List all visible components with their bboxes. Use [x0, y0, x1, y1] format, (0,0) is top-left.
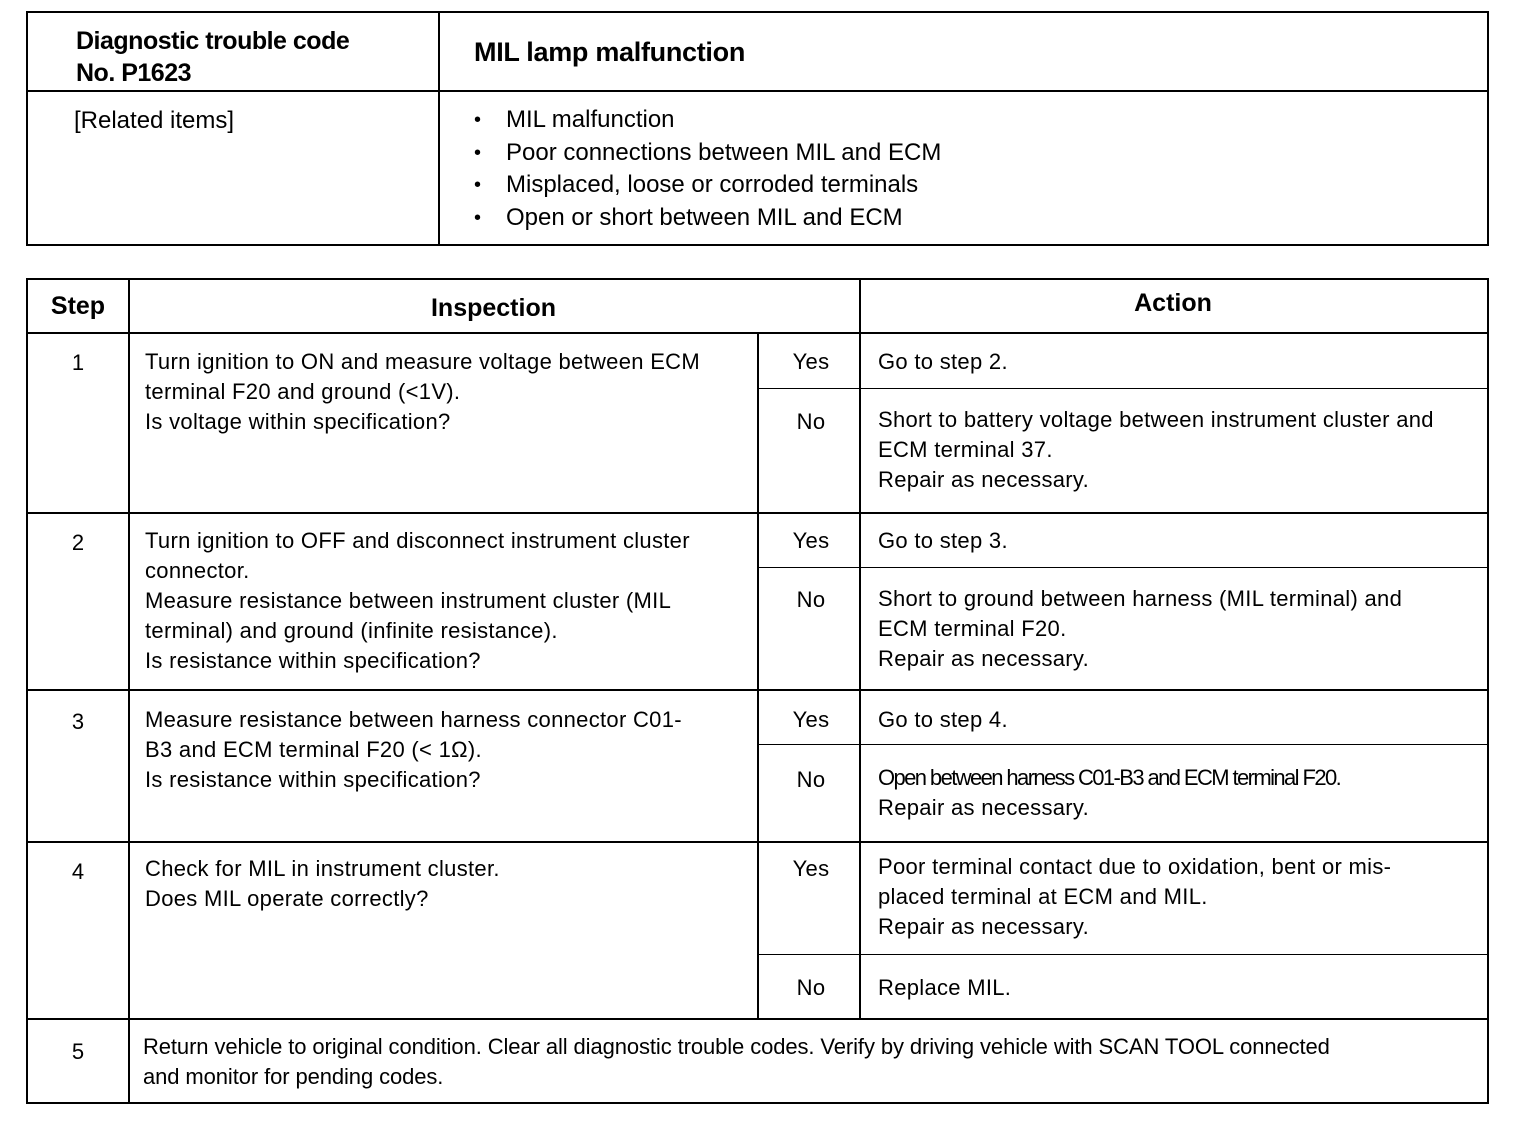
no-action: Short to battery voltage between instrument cluster and ECM terminal 37. Repair as necessary.: [878, 407, 1434, 492]
bullet-icon: •: [474, 141, 482, 164]
col-divider-step: [128, 280, 130, 1102]
row-separator: [28, 1018, 1487, 1020]
yes-no-split: [757, 567, 1487, 568]
step-number: 3: [71, 709, 85, 734]
yes-action: Go to step 3.: [878, 528, 1008, 553]
no-label: No: [796, 409, 826, 434]
step-number: 2: [71, 530, 85, 555]
yes-no-split: [757, 744, 1487, 745]
yes-label: Yes: [792, 349, 830, 374]
inspection-text: Measure resistance between harness connector C01- B3 and ECM terminal F20 (< 1Ω). Is resistance within specification?: [145, 707, 682, 792]
yes-label: Yes: [792, 528, 830, 553]
inspection-text: Turn ignition to ON and measure voltage between ECM terminal F20 and ground (<1V). Is voltage within specification?: [145, 349, 700, 434]
no-action: Replace MIL.: [878, 975, 1012, 1000]
bullet-icon: •: [474, 109, 482, 131]
step-number: 4: [71, 859, 85, 884]
no-action: Short to ground between harness (MIL terminal) and ECM terminal F20. Repair as necessary.: [878, 586, 1403, 671]
no-label: No: [796, 587, 826, 612]
bullet-icon: •: [474, 206, 482, 229]
related-item: • MIL malfunction: [474, 104, 941, 137]
row-separator: [28, 841, 1487, 843]
dtc-title: MIL lamp malfunction: [474, 37, 746, 67]
dtc-code: No. P1623: [76, 59, 192, 87]
inspection-text: Return vehicle to original condition. Clear all diagnostic trouble codes. Verify by driving vehicle with SCAN TOOL connected and monitor for pending codes.: [143, 1034, 1330, 1089]
yes-action: Poor terminal contact due to oxidation, bent or mis- placed terminal at ECM and MIL. Repair as necessary.: [878, 854, 1392, 939]
dtc-header-table: [26, 11, 1489, 246]
yes-action: Go to step 2.: [878, 349, 1008, 374]
step-number: 1: [71, 350, 85, 375]
dtc-label-line1: Diagnostic trouble code: [76, 27, 350, 55]
yes-label: Yes: [792, 707, 830, 732]
dtc-label: [76, 25, 426, 89]
column-header-action: Action: [1134, 289, 1212, 317]
related-item: • Misplaced, loose or corroded terminals: [474, 169, 941, 202]
no-label: No: [796, 975, 826, 1000]
inspection-text: Turn ignition to OFF and disconnect instrument cluster connector. Measure resistance between instrument cluster (MIL terminal) and ground (infinite resistance). Is resistance within specification?: [145, 528, 690, 673]
row-separator: [28, 689, 1487, 691]
inspection-text: Check for MIL in instrument cluster. Does MIL operate correctly?: [145, 856, 500, 911]
header-row-bottom: [28, 332, 1487, 334]
header-divider-horizontal: [28, 90, 1487, 92]
row-separator: [28, 512, 1487, 514]
yes-label: Yes: [792, 856, 830, 881]
yes-action: Go to step 4.: [878, 707, 1008, 732]
no-label: No: [796, 767, 826, 792]
step-number: 5: [71, 1039, 85, 1064]
related-items-label: [Related items]: [74, 107, 235, 134]
related-items-list: [474, 104, 941, 234]
column-header-inspection: Inspection: [430, 294, 556, 322]
related-item: • Open or short between MIL and ECM: [474, 202, 941, 235]
bullet-icon: •: [474, 174, 482, 196]
yes-no-split: [757, 954, 1487, 955]
no-action: Open between harness C01-B3 and ECM terminal F20. Repair as necessary.: [878, 765, 1341, 820]
col-divider-action: [859, 280, 861, 1018]
header-divider-vertical: [438, 13, 440, 244]
related-item: • Poor connections between MIL and ECM: [474, 137, 941, 170]
column-header-step: Step: [50, 292, 106, 320]
diagnostic-procedure-table: [26, 278, 1489, 1104]
yes-no-split: [757, 388, 1487, 389]
